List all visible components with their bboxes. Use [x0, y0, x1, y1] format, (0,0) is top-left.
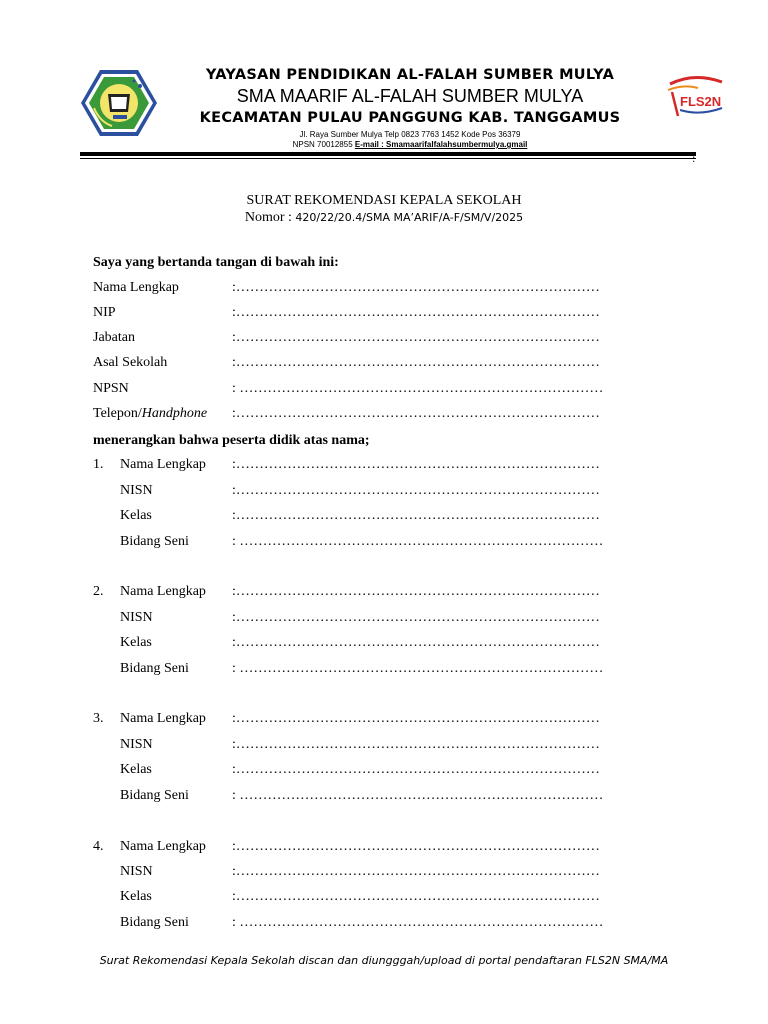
student-dots: :……………………………………………………………………	[232, 762, 600, 777]
student-dots: :……………………………………………………………………	[232, 711, 600, 726]
email-text: E-mail : Smamaarifalfalahsumbermulya.gmail	[354, 140, 528, 149]
student-dots: : ……………………………………………………………………	[232, 661, 604, 676]
school-name: SMA MAARIF AL-FALAH SUMBER MULYA	[236, 86, 584, 106]
student-label: NISN	[120, 737, 153, 752]
student-label: Kelas	[120, 508, 152, 523]
field-label-npsn: NPSN	[93, 381, 129, 396]
letter-title: SURAT REKOMENDASI KEPALA SEKOLAH	[246, 193, 522, 208]
school-address: Jl. Raya Sumber Mulya Telp 0823 7763 1452 Kode Pos 36379	[299, 130, 521, 139]
district-name: KECAMATAN PULAU PANGGUNG KAB. TANGGAMUS	[199, 110, 621, 126]
field-dots-npsn: : ……………………………………………………………………	[232, 381, 604, 396]
student-dots: : ……………………………………………………………………	[232, 915, 604, 930]
stray-colon: :	[692, 151, 696, 165]
student-label: Bidang Seni	[120, 915, 189, 930]
student-number: 3.	[93, 711, 104, 726]
field-dots-nama: :……………………………………………………………………	[232, 280, 600, 295]
statement-text: menerangkan bahwa peserta didik atas nama;	[93, 433, 370, 448]
student-dots: : ……………………………………………………………………	[232, 534, 604, 549]
student-label: Nama Lengkap	[120, 457, 206, 472]
student-dots: :……………………………………………………………………	[232, 483, 600, 498]
field-dots-asal-sekolah: :……………………………………………………………………	[232, 355, 600, 370]
student-number: 4.	[93, 839, 104, 854]
student-label: Kelas	[120, 762, 152, 777]
student-dots: :……………………………………………………………………	[232, 584, 600, 599]
student-dots: : ……………………………………………………………………	[232, 788, 604, 803]
student-dots: :……………………………………………………………………	[232, 457, 600, 472]
telepon-text: Telepon/	[93, 406, 142, 421]
student-label: Bidang Seni	[120, 788, 189, 803]
student-number: 1.	[93, 457, 104, 472]
letterhead-divider-thick	[80, 152, 696, 156]
handphone-text: Handphone	[141, 406, 208, 421]
fls2n-logo-icon	[664, 72, 728, 118]
letter-number-value: 420/22/20.4/SMA MA’ARIF/A-F/SM/V/2025	[295, 211, 524, 224]
field-dots-jabatan: :……………………………………………………………………	[232, 330, 600, 345]
field-label-nip: NIP	[93, 305, 116, 320]
npsn-email-line	[160, 140, 660, 149]
letter-number-label: Nomor :	[244, 210, 296, 225]
student-label: Nama Lengkap	[120, 839, 206, 854]
student-label: Kelas	[120, 889, 152, 904]
field-label-telepon	[93, 405, 207, 423]
student-dots: :……………………………………………………………………	[232, 889, 600, 904]
foundation-name: YAYASAN PENDIDIKAN AL-FALAH SUMBER MULYA	[205, 67, 615, 83]
student-dots: :……………………………………………………………………	[232, 610, 600, 625]
field-dots-telepon: :……………………………………………………………………	[232, 406, 600, 421]
student-label: NISN	[120, 483, 153, 498]
student-dots: :……………………………………………………………………	[232, 635, 600, 650]
school-logo-icon	[80, 68, 158, 138]
student-label: Kelas	[120, 635, 152, 650]
student-label: Bidang Seni	[120, 534, 189, 549]
field-label-jabatan: Jabatan	[93, 330, 135, 345]
letterhead-divider-thin	[80, 158, 696, 159]
field-dots-nip: :……………………………………………………………………	[232, 305, 600, 320]
student-label: Bidang Seni	[120, 661, 189, 676]
student-label: Nama Lengkap	[120, 584, 206, 599]
intro-text: Saya yang bertanda tangan di bawah ini:	[93, 255, 339, 270]
footer-note: Surat Rekomendasi Kepala Sekolah discan dan diungggah/upload di portal pendaftaran FLS2N SMA/MA	[99, 954, 669, 967]
student-label: Nama Lengkap	[120, 711, 206, 726]
student-dots: :……………………………………………………………………	[232, 737, 600, 752]
student-label: NISN	[120, 610, 153, 625]
field-label-nama: Nama Lengkap	[93, 280, 179, 295]
fls2n-logo-text: FLS2N	[680, 94, 722, 109]
student-label: NISN	[120, 864, 153, 879]
field-label-asal-sekolah: Asal Sekolah	[93, 355, 168, 370]
npsn-text: NPSN 70012855	[292, 140, 353, 149]
student-dots: :……………………………………………………………………	[232, 864, 600, 879]
student-dots: :……………………………………………………………………	[232, 839, 600, 854]
letter-number	[0, 210, 768, 226]
student-dots: :……………………………………………………………………	[232, 508, 600, 523]
student-number: 2.	[93, 584, 104, 599]
